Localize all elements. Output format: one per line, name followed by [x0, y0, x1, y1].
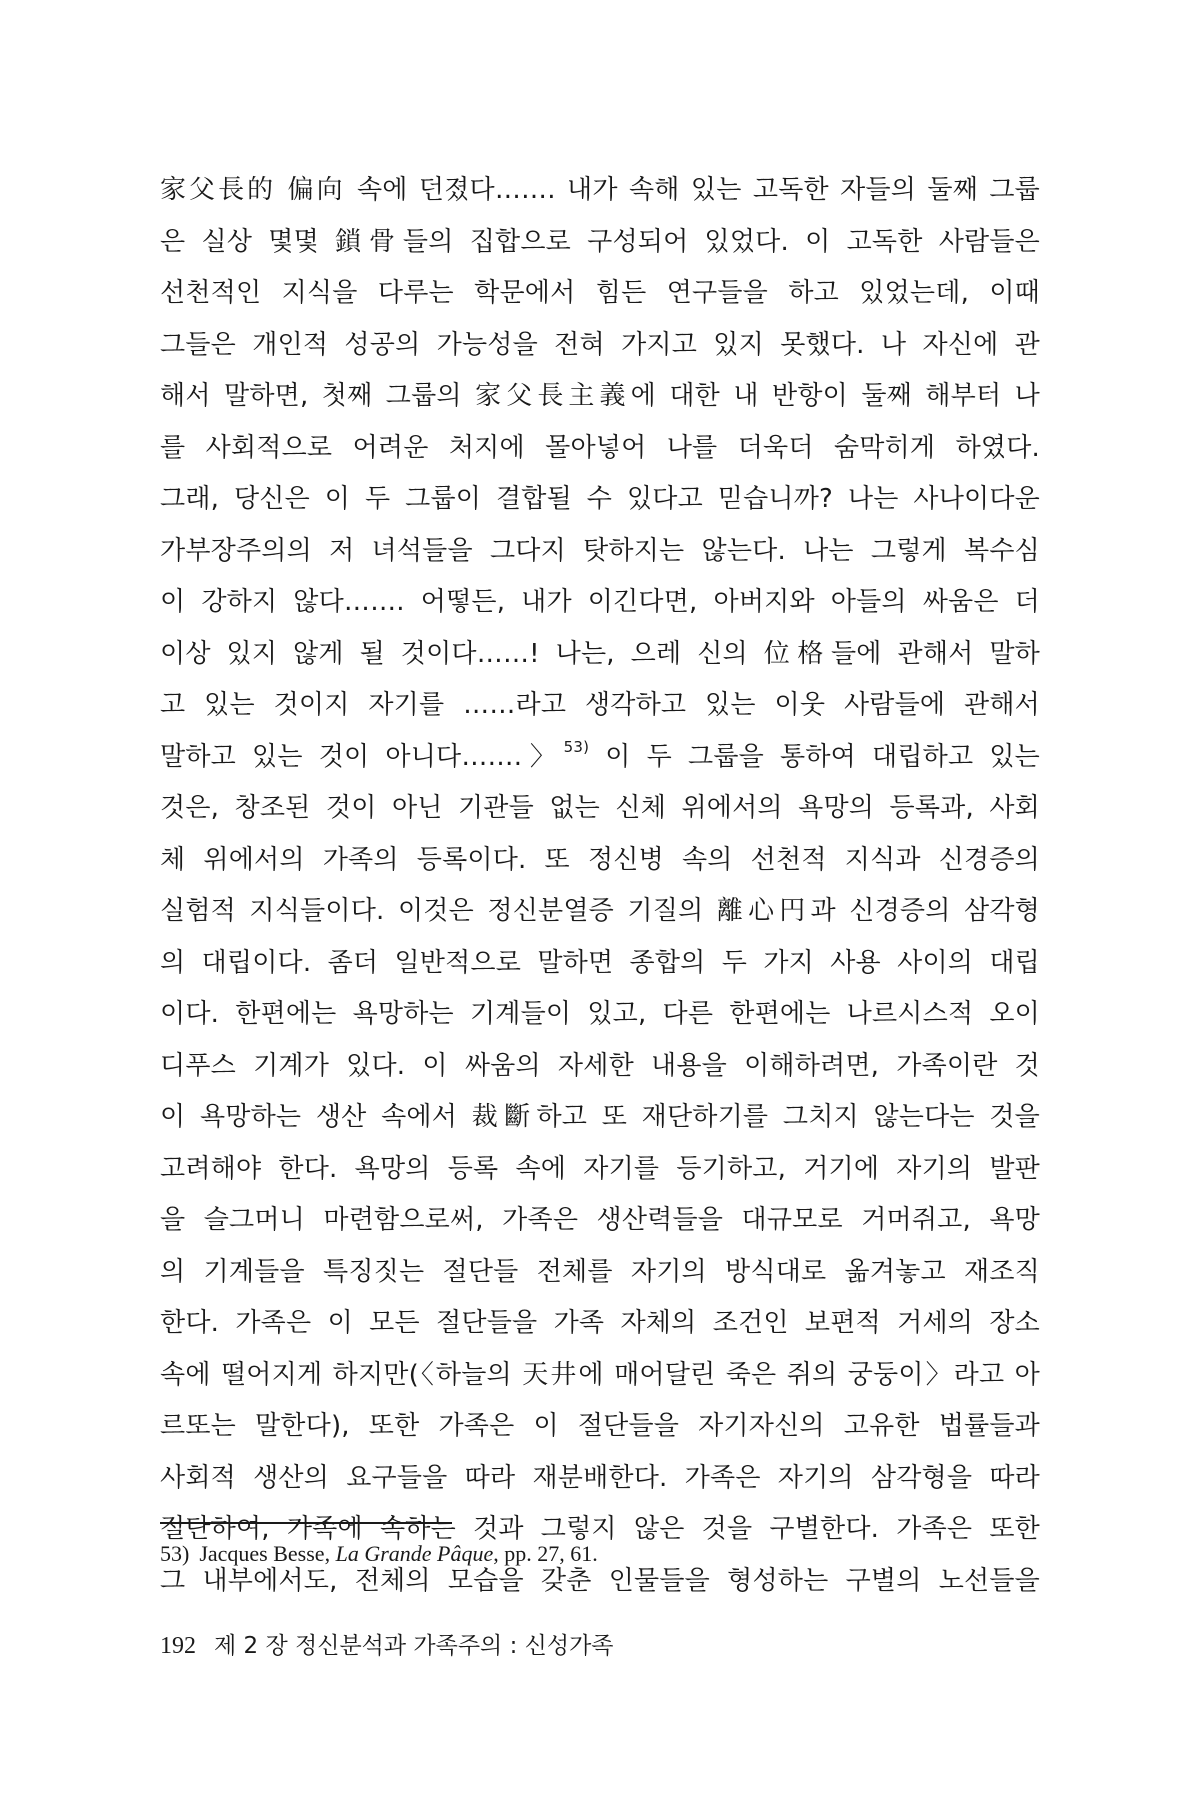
text-line: 을 슬그머니 마련함으로써, 가족은 생산력들을 대규모로 거머쥐고, 욕망 — [160, 1205, 1040, 1235]
text-line: 선천적인 지식을 다루는 학문에서 힘든 연구들을 하고 있었는데, 이때 — [160, 278, 1040, 308]
body-text — [160, 165, 1040, 1607]
footnote-reference[interactable]: 53) — [563, 737, 590, 756]
text-line: 이다. 한편에는 욕망하는 기계들이 있고, 다른 한편에는 나르시스적 오이 — [160, 999, 1040, 1029]
text-line: 르또는 말한다), 또한 가족은 이 절단들을 자기자신의 고유한 법률들과 — [160, 1411, 1040, 1441]
text-line: 를 사회적으로 어려운 처지에 몰아넣어 나를 더욱더 숨막히게 하였다. — [160, 432, 1040, 463]
text-line: 이 강하지 않다……. 어떻든, 내가 이긴다면, 아버지와 아들의 싸움은 더 — [160, 587, 1040, 617]
text-line: 의 대립이다. 좀더 일반적으로 말하면 종합의 두 가지 사용 사이의 대립 — [160, 947, 1040, 978]
text-line-with-footnote — [160, 732, 1040, 784]
text-line: 의 기계들을 특징짓는 절단들 전체를 자기의 방식대로 옮겨놓고 재조직 — [160, 1256, 1040, 1287]
text-line: 그들은 개인적 성공의 가능성을 전혀 가지고 있지 못했다. 나 자신에 관 — [160, 329, 1040, 360]
text-line: 고 있는 것이지 자기를 ……라고 생각하고 있는 이웃 사람들에 관해서 — [160, 690, 1040, 720]
footnote-author: Jacques Besse, — [199, 1541, 331, 1566]
text-line: 은 실상 몇몇 鎖骨들의 집합으로 구성되어 있었다. 이 고독한 사람들은 — [160, 226, 1040, 257]
running-head: 제 2 장 정신분석과 가족주의 : 신성가족 — [214, 1633, 614, 1659]
footnote-pages: , pp. 27, 61. — [493, 1541, 598, 1566]
text-line: 해서 말하면, 첫째 그룹의 家父長主義에 대한 내 반항이 둘째 해부터 나 — [160, 381, 1040, 411]
text-line: 절단하여, 가족에 속하는 것과 그렇지 않은 것을 구별한다. 가족은 또한 — [160, 1514, 1040, 1544]
text-line: 이 욕망하는 생산 속에서 裁斷하고 또 재단하기를 그치지 않는다는 것을 — [160, 1102, 1040, 1132]
text-line: 고려해야 한다. 욕망의 등록 속에 자기를 등기하고, 거기에 자기의 발판 — [160, 1153, 1040, 1184]
text-line: 디푸스 기계가 있다. 이 싸움의 자세한 내용을 이해하려면, 가족이란 것 — [160, 1050, 1040, 1081]
footnote — [160, 1536, 1040, 1572]
text-line: 그 내부에서도, 전체의 모습을 갖춘 인물들을 형성하는 구별의 노선들을 — [160, 1565, 1040, 1596]
page-number: 192 — [160, 1633, 196, 1659]
text-line: 家父長的 偏向 속에 던졌다……. 내가 속해 있는 고독한 자들의 둘째 그룹 — [160, 175, 1040, 205]
text-segment: 이 두 그룹을 통하여 대립하고 있는 — [605, 741, 1040, 772]
footnote-title: La Grande Pâque — [335, 1541, 494, 1566]
text-segment: 말하고 있는 것이 아니다…….〉 — [160, 741, 564, 772]
page-footer — [160, 1628, 614, 1664]
footnote-number: 53) — [160, 1541, 190, 1566]
text-line: 체 위에서의 가족의 등록이다. 또 정신병 속의 선천적 지식과 신경증의 — [160, 844, 1040, 875]
text-line: 사회적 생산의 요구들을 따라 재분배한다. 가족은 자기의 삼각형을 따라 — [160, 1462, 1040, 1493]
text-line: 것은, 창조된 것이 아닌 기관들 없는 신체 위에서의 욕망의 등록과, 사회 — [160, 793, 1040, 823]
text-line: 실험적 지식들이다. 이것은 정신분열증 기질의 離心円과 신경증의 삼각형 — [160, 896, 1040, 926]
text-line: 그래, 당신은 이 두 그룹이 결합될 수 있다고 믿습니까? 나는 사나이다운 — [160, 484, 1040, 514]
text-line: 한다. 가족은 이 모든 절단들을 가족 자체의 조건인 보편적 거세의 장소 — [160, 1308, 1040, 1338]
text-line: 이상 있지 않게 될 것이다……! 나는, 으레 신의 位格들에 관해서 말하 — [160, 638, 1040, 669]
text-line: 속에 떨어지게 하지만(〈하늘의 天井에 매어달린 죽은 쥐의 궁둥이〉라고 아 — [160, 1359, 1040, 1390]
footnote-divider — [160, 1522, 452, 1524]
text-line: 가부장주의의 저 녀석들을 그다지 탓하지는 않는다. 나는 그렇게 복수심 — [160, 535, 1040, 566]
